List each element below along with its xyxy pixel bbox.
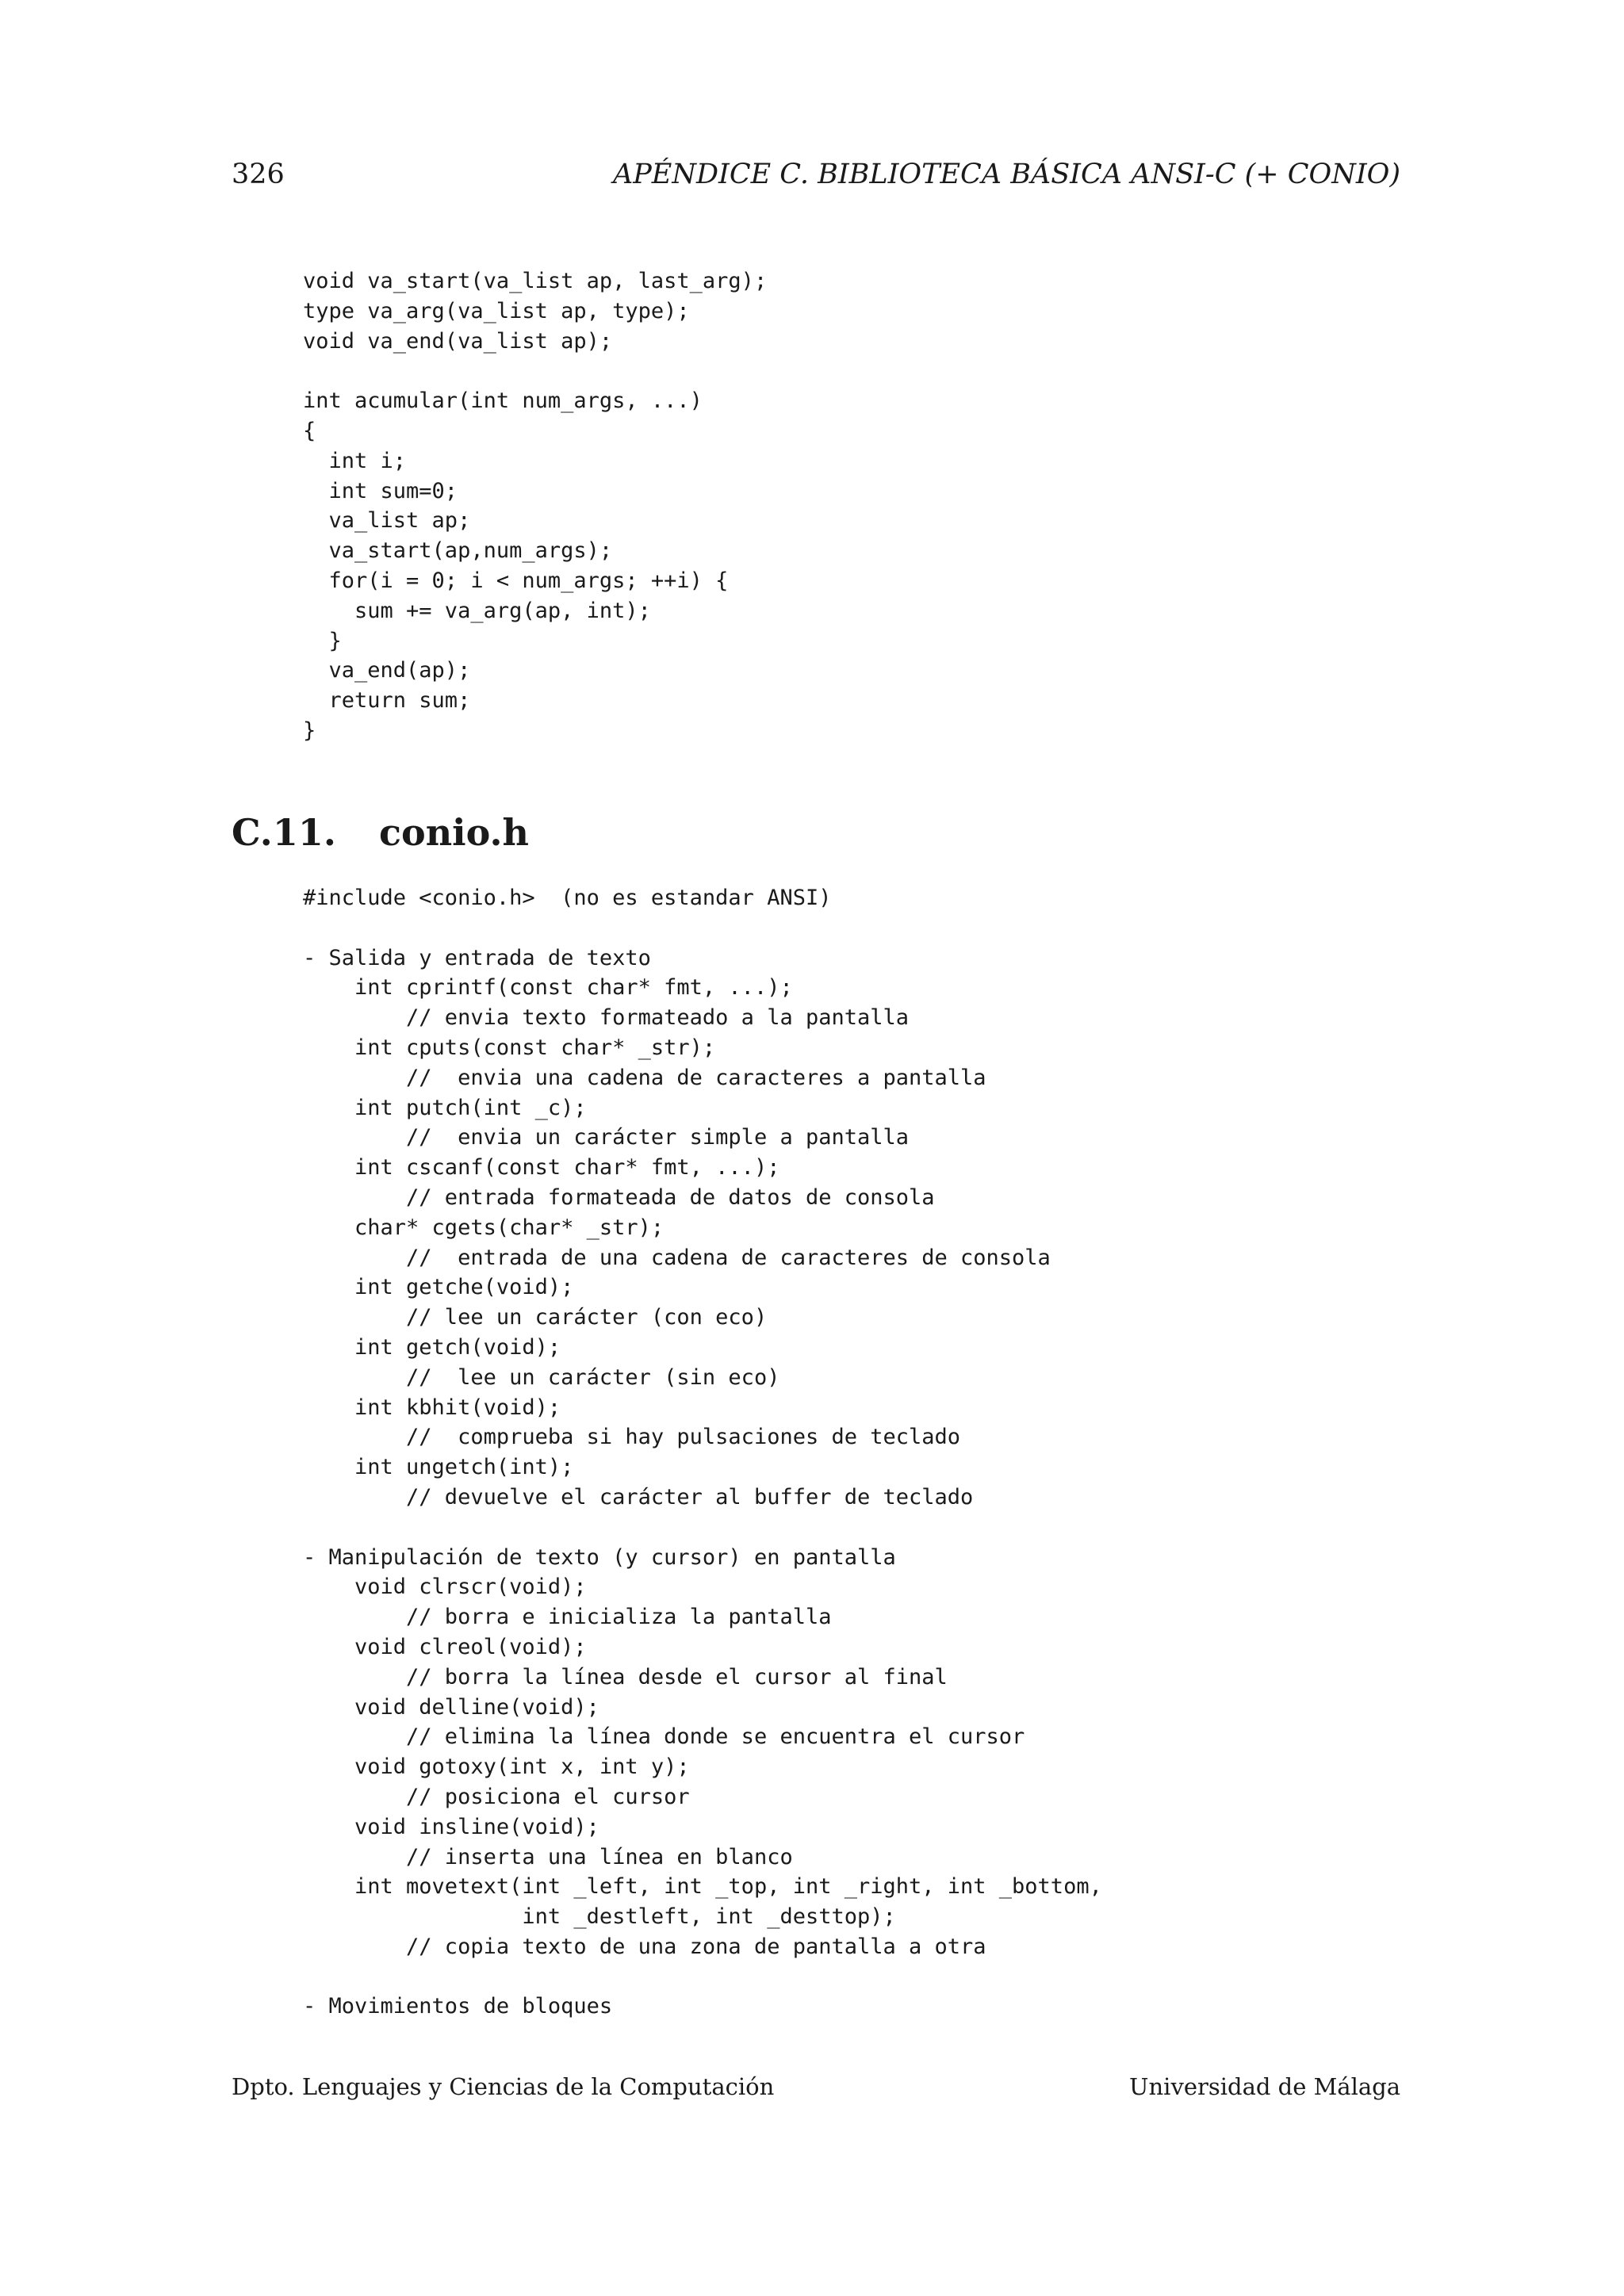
footer-university: Universidad de Málaga xyxy=(1129,2073,1400,2100)
code-line: int movetext(int _left, int _top, int _right, int _bottom, xyxy=(303,1874,1102,1900)
code-line: // posiciona el cursor xyxy=(303,1784,690,1809)
code-line: // elimina la línea donde se encuentra el cursor xyxy=(303,1724,1025,1750)
code-line: sum += va_arg(ap, int); xyxy=(303,598,651,623)
code-line: } xyxy=(303,628,342,653)
code-line xyxy=(303,1513,1102,1543)
code-line: return sum; xyxy=(303,688,471,714)
code-line: void clrscr(void); xyxy=(303,1575,587,1600)
code-line: // envia texto formateado a la pantalla xyxy=(303,1005,910,1031)
footer-department: Dpto. Lenguajes y Ciencias de la Computación xyxy=(232,2073,775,2100)
code-line: int i; xyxy=(303,448,407,473)
code-line: // entrada formateada de datos de consola xyxy=(303,1184,935,1210)
code-line: // borra la línea desde el cursor al final xyxy=(303,1664,948,1689)
code-line: va_start(ap,num_args); xyxy=(303,538,613,564)
code-block-conio xyxy=(303,883,1102,2022)
section-title: conio.h xyxy=(379,811,529,854)
code-line: } xyxy=(303,718,316,743)
code-line: char* cgets(char* _str); xyxy=(303,1215,665,1240)
code-line: void gotoxy(int x, int y); xyxy=(303,1755,690,1780)
code-line: int cputs(const char* _str); xyxy=(303,1035,716,1060)
code-line: // inserta una línea en blanco xyxy=(303,1844,793,1869)
code-line: int acumular(int num_args, ...) xyxy=(303,388,703,414)
code-line xyxy=(303,913,1102,943)
code-line: // comprueba si hay pulsaciones de teclado xyxy=(303,1425,961,1450)
code-line: // entrada de una cadena de caracteres de consola xyxy=(303,1245,1051,1270)
code-line: int putch(int _c); xyxy=(303,1095,587,1120)
code-line: void va_end(va_list ap); xyxy=(303,328,613,354)
code-line: - Manipulación de texto (y cursor) en pantalla xyxy=(303,1544,896,1570)
code-block-stdarg xyxy=(303,266,767,746)
code-line: // borra e inicializa la pantalla xyxy=(303,1605,832,1630)
code-line: // envia una cadena de caracteres a pantalla xyxy=(303,1065,986,1090)
code-line: // devuelve el carácter al buffer de teclado xyxy=(303,1484,974,1510)
code-line: void va_start(va_list ap, last_arg); xyxy=(303,269,768,293)
code-line: // lee un carácter (sin eco) xyxy=(303,1364,780,1390)
code-line: int cprintf(const char* fmt, ...); xyxy=(303,975,793,1001)
running-header-title: APÉNDICE C. BIBLIOTECA BÁSICA ANSI-C (+ CONIO) xyxy=(612,159,1400,190)
code-line: void clreol(void); xyxy=(303,1634,587,1659)
code-line: - Movimientos de bloques xyxy=(303,1994,613,2019)
code-line: va_end(ap); xyxy=(303,658,471,683)
code-line: { xyxy=(303,418,316,443)
page-number: 326 xyxy=(232,159,285,190)
section-heading xyxy=(232,809,529,856)
code-line: for(i = 0; i < num_args; ++i) { xyxy=(303,568,729,593)
code-line: // lee un carácter (con eco) xyxy=(303,1305,768,1330)
code-line: int sum=0; xyxy=(303,478,458,503)
code-line xyxy=(303,1962,1102,1992)
code-line: int kbhit(void); xyxy=(303,1395,561,1420)
code-line: void insline(void); xyxy=(303,1814,599,1839)
code-line: int getche(void); xyxy=(303,1275,574,1300)
code-line: int getch(void); xyxy=(303,1334,561,1360)
code-line: int _destleft, int _desttop); xyxy=(303,1904,896,1930)
code-line: // envia un carácter simple a pantalla xyxy=(303,1125,910,1150)
code-line: va_list ap; xyxy=(303,508,471,534)
code-line: - Salida y entrada de texto xyxy=(303,945,651,970)
code-line: int cscanf(const char* fmt, ...); xyxy=(303,1155,780,1181)
code-line: void delline(void); xyxy=(303,1694,599,1720)
section-number: C.11. xyxy=(232,811,336,854)
code-line: type va_arg(va_list ap, type); xyxy=(303,298,690,323)
code-line: #include <conio.h> (no es estandar ANSI) xyxy=(303,886,832,910)
code-line: // copia texto de una zona de pantalla a otra xyxy=(303,1934,986,1959)
code-line: int ungetch(int); xyxy=(303,1455,574,1480)
code-line xyxy=(303,356,767,386)
